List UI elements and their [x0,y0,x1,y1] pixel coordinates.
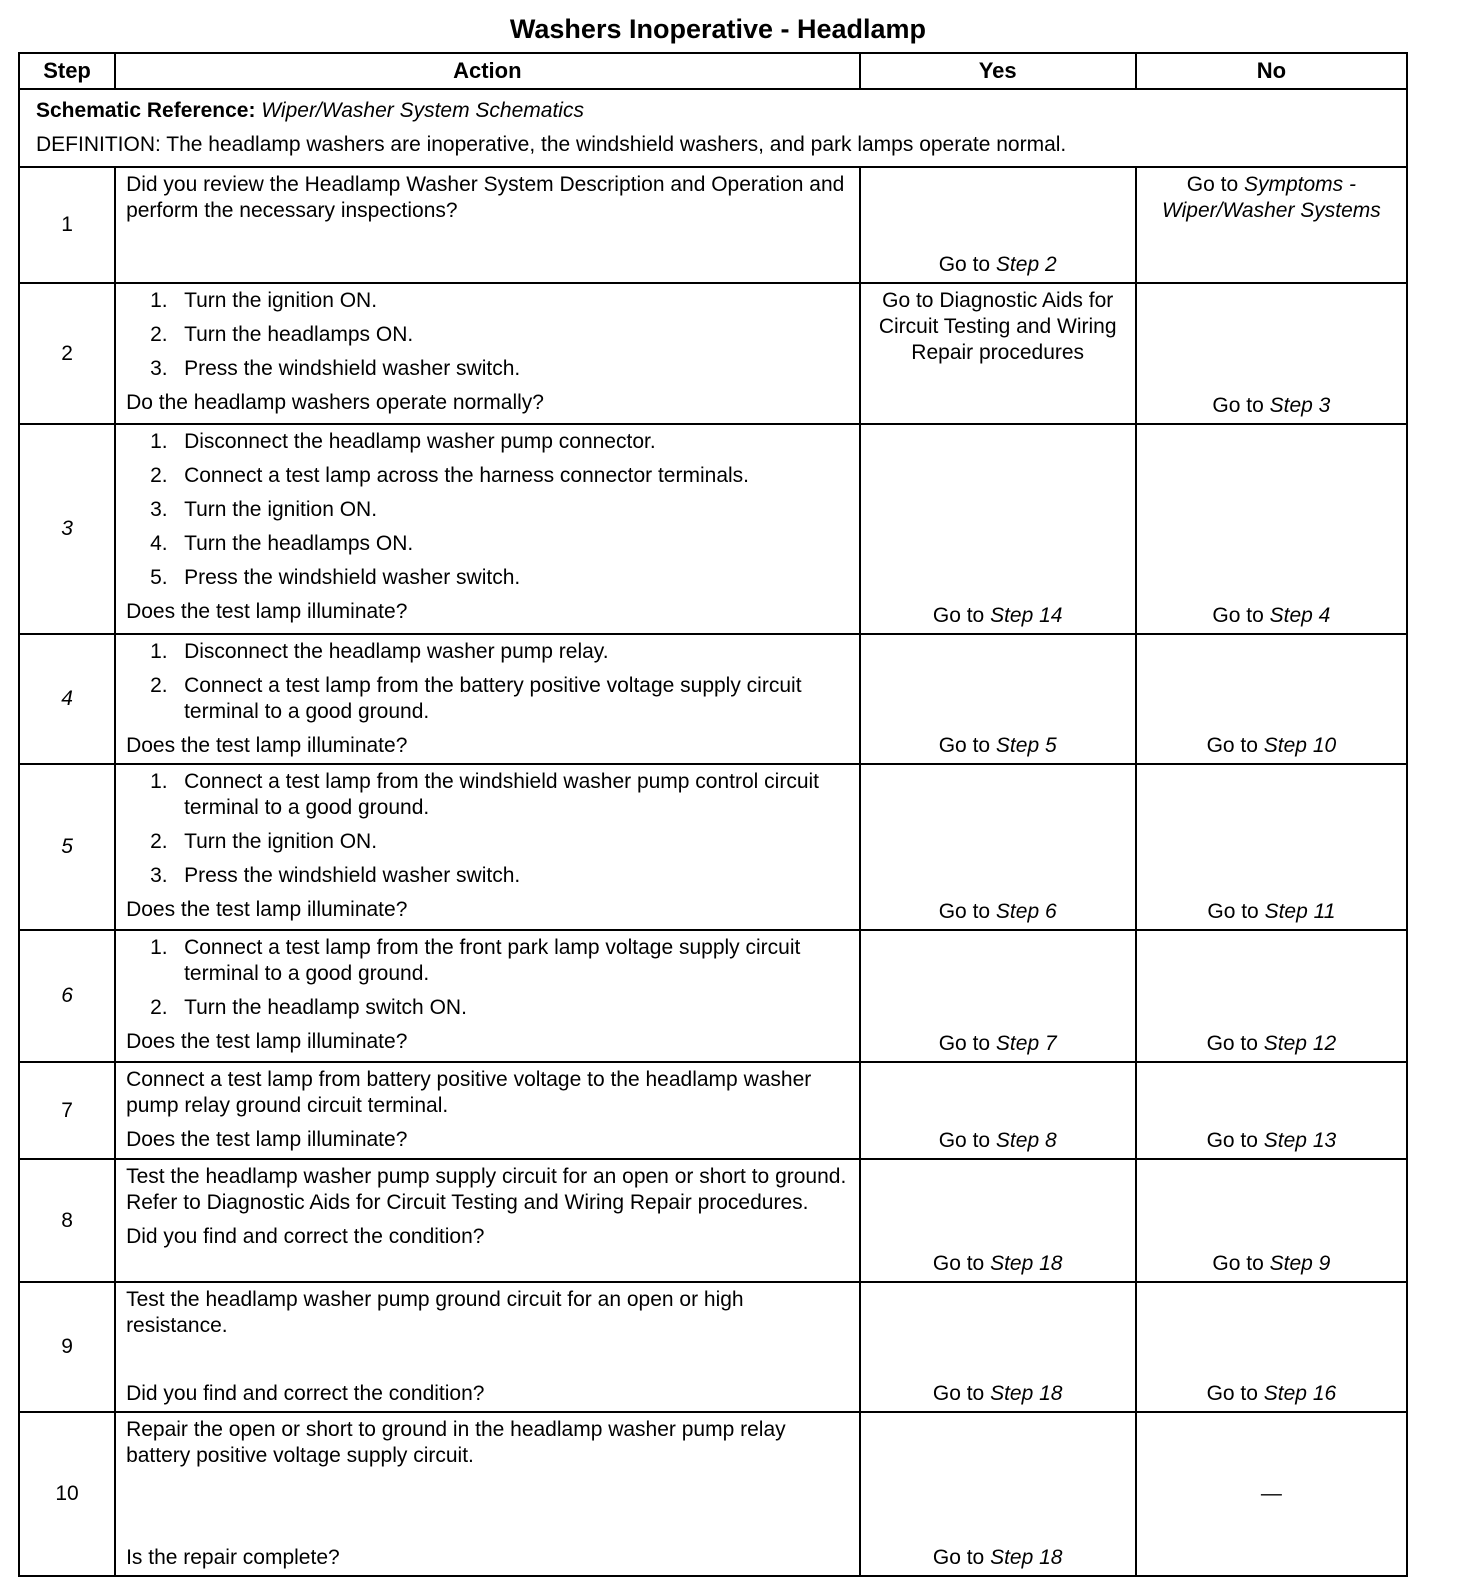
step-number: 8 [19,1159,115,1282]
action-text: Does the test lamp illuminate? [126,1128,408,1151]
yes-step-link[interactable]: Step 18 [990,1252,1063,1275]
step-text: Turn the ignition ON. [184,498,378,521]
step-text: Press the windshield washer switch. [184,566,521,589]
step-index: 3. [150,498,168,521]
no-text: Go to [1207,900,1265,923]
no-text: Go to [1212,604,1270,627]
action-cell [115,930,860,1062]
table-row [19,1282,1407,1412]
yes-text: Go to [938,1129,996,1152]
table-row [19,634,1407,764]
table-row [19,1412,1407,1576]
step-number: 2 [19,283,115,424]
yes-result [860,167,1136,283]
step-index: 3. [150,864,168,887]
action-text: Repair the open or short to ground in the headlamp washer pump relay battery positive voltage supply circuit. [126,1418,786,1467]
action-text: Does the test lamp illuminate? [126,600,408,623]
no-step-link[interactable]: Step 16 [1263,1382,1337,1405]
yes-text: Go to [938,734,996,757]
step-index: 1. [150,640,168,663]
step-index: 2. [150,323,168,346]
step-text: Connect a test lamp across the harness connector terminals. [184,464,750,487]
action-text: Did you find and correct the condition? [126,1225,485,1248]
yes-step-link[interactable]: Step 7 [995,1032,1057,1055]
schematic-reference [36,94,1390,128]
step-index: 2. [150,830,168,853]
yes-step-link[interactable]: Step 5 [995,734,1057,757]
yes-text: Go to [938,253,996,276]
action-cell [115,1412,860,1576]
step-number: 9 [19,1282,115,1412]
action-text: Does the test lamp illuminate? [126,734,408,757]
no-result [1136,283,1407,424]
header-yes: Yes [860,53,1136,89]
step-text: Connect a test lamp from the front park lamp voltage supply circuit terminal to a good ground. [184,936,801,985]
action-cell [115,764,860,930]
yes-step-link[interactable]: Step 2 [995,253,1057,276]
yes-text: Go to [938,900,996,923]
action-step [150,769,849,821]
no-step-link[interactable]: Step 13 [1263,1129,1337,1152]
action-cell [115,1062,860,1159]
action-step [150,565,849,591]
action-text: Does the test lamp illuminate? [126,898,408,921]
yes-result [860,424,1136,634]
step-index: 3. [150,357,168,380]
step-text: Turn the headlamps ON. [184,323,414,346]
action-step [150,463,849,489]
yes-result [860,634,1136,764]
step-text: Disconnect the headlamp washer pump relay. [184,640,609,663]
table-row [19,764,1407,930]
yes-step-link[interactable]: Step 14 [990,604,1063,627]
action-text: Does the test lamp illuminate? [126,1030,408,1053]
action-cell [115,1159,860,1282]
action-step [150,639,849,665]
action-text: Test the headlamp washer pump ground circuit for an open or high resistance. [126,1288,744,1337]
no-step-link[interactable]: Step 4 [1269,604,1331,627]
step-number: 6 [19,930,115,1062]
schematic-label: Schematic Reference: [36,99,256,122]
yes-result [860,1062,1136,1159]
action-cell [115,283,860,424]
yes-step-link[interactable]: Step 8 [995,1129,1057,1152]
no-step-link[interactable]: Step 10 [1263,734,1337,757]
action-step [150,863,849,889]
step-index: 1. [150,430,168,453]
yes-text: Go to Diagnostic Aids for Circuit Testing and Wiring Repair procedures [878,289,1117,364]
no-result [1136,424,1407,634]
step-text: Turn the headlamp switch ON. [184,996,467,1019]
action-step [150,995,849,1021]
step-text: Press the windshield washer switch. [184,864,521,887]
no-text: Go to [1206,1032,1264,1055]
spacer [126,1511,849,1537]
no-result [1136,1412,1407,1576]
yes-result [860,764,1136,930]
spacer [126,1477,849,1503]
no-text: Go to [1206,1129,1264,1152]
step-text: Connect a test lamp from the battery positive voltage supply circuit terminal to a good ground. [184,674,802,723]
action-step [150,288,849,314]
header-action: Action [115,53,860,89]
yes-text: Go to [932,1382,991,1405]
step-number: 4 [19,634,115,764]
action-step [150,356,849,382]
no-step-link[interactable]: Step 12 [1263,1032,1337,1055]
yes-result [860,283,1136,424]
step-index: 2. [150,674,168,697]
table-row [19,930,1407,1062]
action-step [150,322,849,348]
reference-row [19,89,1407,167]
step-index: 2. [150,464,168,487]
step-number: 5 [19,764,115,930]
step-index: 1. [150,289,168,312]
action-text: Connect a test lamp from battery positive voltage to the headlamp washer pump relay ground circuit terminal. [126,1068,812,1117]
action-step [150,829,849,855]
yes-result [860,1159,1136,1282]
step-text: Connect a test lamp from the windshield washer pump control circuit terminal to a good ground. [184,770,820,819]
no-step-link[interactable]: Step 3 [1269,394,1331,417]
no-result [1136,930,1407,1062]
action-text: Did you review the Headlamp Washer System Description and Operation and perform the necessary inspections? [126,173,845,222]
no-text: Go to [1212,394,1270,417]
table-row [19,167,1407,283]
schematic-link[interactable]: Wiper/Washer System Schematics [261,99,584,122]
step-index: 5. [150,566,168,589]
action-text: Test the headlamp washer pump supply circuit for an open or short to ground. Refer to Diagnostic Aids for Circuit Testing and Wiring Repair procedures. [126,1165,847,1214]
no-step-link[interactable]: Symptoms - Wiper/Washer Systems [1161,173,1381,222]
no-text: Go to [1206,734,1264,757]
step-number: 3 [19,424,115,634]
no-result [1136,1062,1407,1159]
reference-cell [19,89,1407,167]
step-index: 1. [150,770,168,793]
yes-result [860,1282,1136,1412]
header-no: No [1136,53,1407,89]
action-cell [115,167,860,283]
yes-text: Go to [938,1032,996,1055]
step-number: 10 [19,1412,115,1576]
yes-step-link[interactable]: Step 6 [995,900,1057,923]
table-row [19,1062,1407,1159]
definition: DEFINITION: The headlamp washers are inoperative, the windshield washers, and park lamps operate normal. [36,133,1067,156]
spacer [126,1347,849,1373]
action-step [150,935,849,987]
action-step [150,673,849,725]
table-header-row [19,53,1407,89]
yes-result [860,930,1136,1062]
table-row [19,1159,1407,1282]
no-result [1136,167,1407,283]
yes-text: Go to [932,604,991,627]
yes-step-link[interactable]: Step 18 [990,1382,1063,1405]
action-text: Is the repair complete? [126,1546,340,1569]
no-result [1136,764,1407,930]
no-step-link[interactable]: Step 11 [1264,900,1336,923]
action-step [150,531,849,557]
no-step-link[interactable]: Step 9 [1269,1252,1331,1275]
no-result [1136,1159,1407,1282]
step-text: Turn the ignition ON. [184,830,378,853]
action-step [150,497,849,523]
step-text: Press the windshield washer switch. [184,357,521,380]
step-text: Turn the headlamps ON. [184,532,414,555]
action-cell [115,424,860,634]
table-row [19,424,1407,634]
step-index: 4. [150,532,168,555]
yes-step-link[interactable]: Step 18 [990,1546,1063,1569]
no-text: Go to [1212,1252,1270,1275]
step-text: Turn the ignition ON. [184,289,378,312]
step-number: 7 [19,1062,115,1159]
no-text: Go to [1206,1382,1264,1405]
action-step [150,429,849,455]
yes-text: Go to [932,1252,991,1275]
no-result [1136,634,1407,764]
step-text: Disconnect the headlamp washer pump connector. [184,430,656,453]
yes-text: Go to [932,1546,991,1569]
table-row [19,283,1407,424]
step-index: 1. [150,936,168,959]
no-result [1136,1282,1407,1412]
action-text: Did you find and correct the condition? [126,1382,485,1405]
header-step: Step [19,53,115,89]
action-cell [115,634,860,764]
page-title: Washers Inoperative - Headlamp [509,14,927,44]
yes-result [860,1412,1136,1576]
action-text: Do the headlamp washers operate normally? [126,391,544,414]
diagnostic-table [18,52,1408,1577]
step-number: 1 [19,167,115,283]
step-index: 2. [150,996,168,1019]
no-text: Go to [1186,173,1244,196]
no-text: — [1260,1482,1282,1505]
action-cell [115,1282,860,1412]
